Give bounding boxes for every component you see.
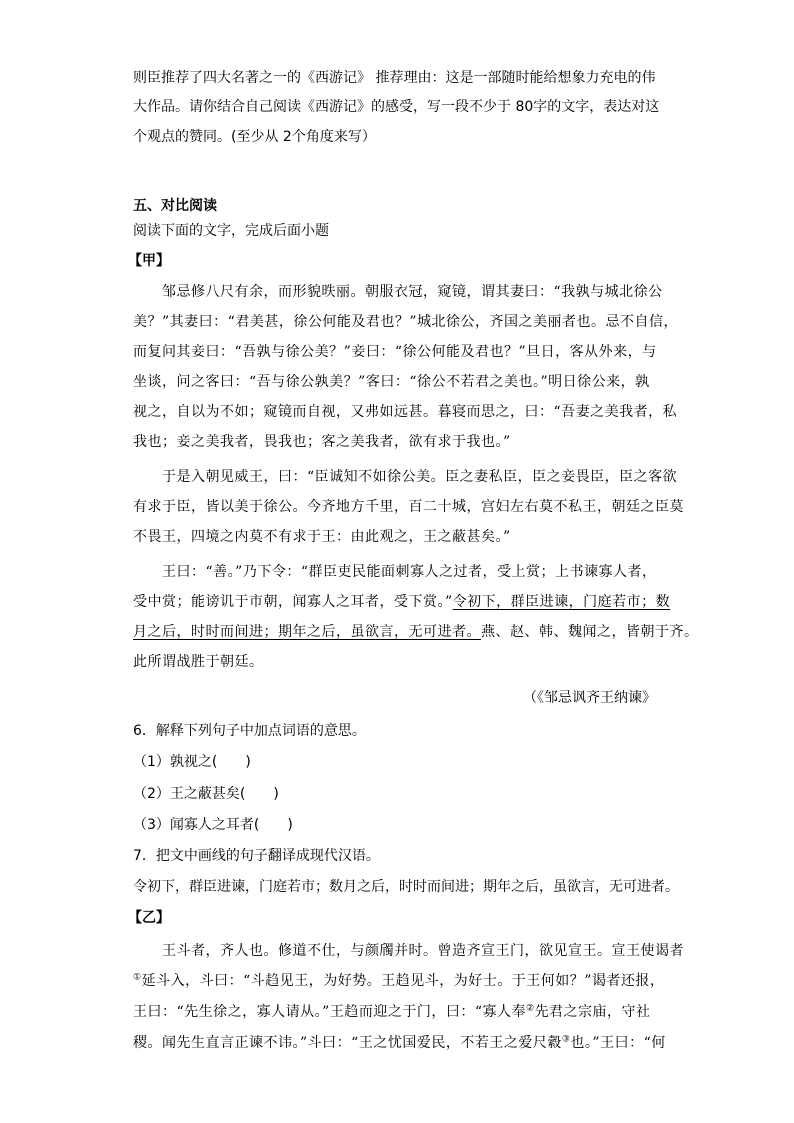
intro-line-3: 个观点的赞同。(至少从 2个角度来写） [133, 129, 376, 145]
jia-line-13: 此所谓战胜于朝廷。 [133, 654, 264, 670]
yi-line-4-text-a: 稷。闻先生直言正谏不讳。”斗曰：“王之忧国爱民，不若王之爱尺縠 [133, 1035, 562, 1051]
question-6-item-2: （2）王之蔽甚矣( ) [133, 786, 279, 802]
section-heading: 五、对比阅读 [133, 198, 217, 214]
section-instruction: 阅读下面的文字，完成后面小题 [133, 223, 329, 239]
jia-line-8: 有求于臣，皆以美于徐公。今齐地方千里，百二十城，宫妇左右莫不私王，朝廷之臣莫 [133, 499, 684, 515]
jia-line-10: 王曰：“善。”乃下令：“群臣吏民能面刺寡人之过者，受上赏；上书谏寡人者， [162, 564, 657, 580]
footnote-marker-3: ③ [561, 1034, 571, 1045]
jia-line-12 [133, 622, 699, 642]
yi-line-1: 王斗者，齐人也。修道不仕，与颜斶并时。曾造齐宣王门，欲见宣王。宣王使谒者 [162, 943, 684, 959]
yi-line-3-text-b: 先君之宗庙，守社 [534, 1004, 651, 1020]
jia-line-12-tail: 燕、赵、韩、魏闻之，皆朝于齐。 [481, 624, 699, 640]
jia-line-11-text: 受中赏；能谤讥于市朝，闻寡人之耳者，受下赏。” [133, 594, 453, 610]
yi-line-3-text-a: 王曰：“先生徐之，寡人请从。”王趋而迎之于门，曰：“寡人奉 [133, 1004, 526, 1020]
question-7-title: 7．把文中画线的句子翻译成现代汉语。 [133, 848, 380, 864]
jia-line-1: 邹忌修八尺有余，而形貌昳丽。朝服衣冠，窥镜，谓其妻曰：“我孰与城北徐公 [162, 284, 663, 300]
yi-line-2-text: 延斗入，斗曰：“斗趋见王，为好势。王趋见斗，为好士。于王何如？”谒者还报， [141, 973, 665, 989]
jia-line-2: 美？”其妻曰：“君美甚，徐公何能及君也？”城北徐公，齐国之美丽者也。忌不自信， [133, 314, 678, 330]
passage-yi-label: 【乙】 [128, 910, 170, 926]
jia-line-7: 于是入朝见威王，曰：“臣诚知不如徐公美。臣之妻私臣，臣之妾畏臣，臣之客欲 [162, 469, 678, 485]
yi-line-4 [133, 1033, 673, 1053]
jia-line-4: 坐谈，问之客曰：“吾与徐公孰美？”客曰：“徐公不若君之美也。”明日徐公来，孰 [133, 374, 650, 390]
passage-source: （《邹忌讽齐王纳谏》 [523, 690, 656, 706]
question-7-sentence: 令初下，群臣进谏，门庭若市；数月之后，时时而间进；期年之后，虽欲言，无可进者。 [133, 879, 679, 895]
intro-line-2: 大作品。请你结合自己阅读《西游记》的感受，写一段不少于 80字的文字，表达对这 [133, 99, 660, 115]
underlined-sentence-part-1: 令初下，群臣进谏，门庭若市；数 [452, 594, 671, 610]
question-6-item-1: （1）孰视之( ) [133, 754, 251, 770]
jia-line-5: 视之，自以为不如；窥镜而自视，又弗如远甚。暮寝而思之，曰：“吾妻之美我者，私 [133, 404, 678, 420]
footnote-marker-2: ② [525, 1003, 535, 1014]
jia-line-6: 我也；妾之美我者，畏我也；客之美我者，欲有求于我也。” [133, 434, 511, 450]
question-6-title: 6．解释下列句子中加点词语的意思。 [133, 723, 366, 739]
underlined-sentence-part-2: 月之后，时时而间进；期年之后，虽欲言，无可进者。 [133, 624, 481, 640]
jia-line-3: 而复问其妾曰：“吾孰与徐公美？”妾曰：“徐公何能及君也？”旦日，客从外来，与 [133, 344, 657, 360]
yi-line-3 [133, 1002, 673, 1022]
yi-line-4-text-b: 也。”王曰：“何 [570, 1035, 666, 1051]
passage-jia-label: 【甲】 [128, 253, 170, 269]
jia-line-11 [133, 592, 673, 612]
yi-line-2 [133, 971, 673, 991]
intro-line-1: 则臣推荐了四大名著之一的《西游记》 推荐理由：这是一部随时能给想象力充电的伟 [133, 70, 656, 86]
question-6-item-3: （3）闻寡人之耳者( ) [133, 817, 293, 833]
footnote-marker-1: ① [133, 972, 142, 983]
jia-line-9: 不畏王，四境之内莫不有求于王：由此观之，王之蔽甚矣。” [133, 529, 511, 545]
